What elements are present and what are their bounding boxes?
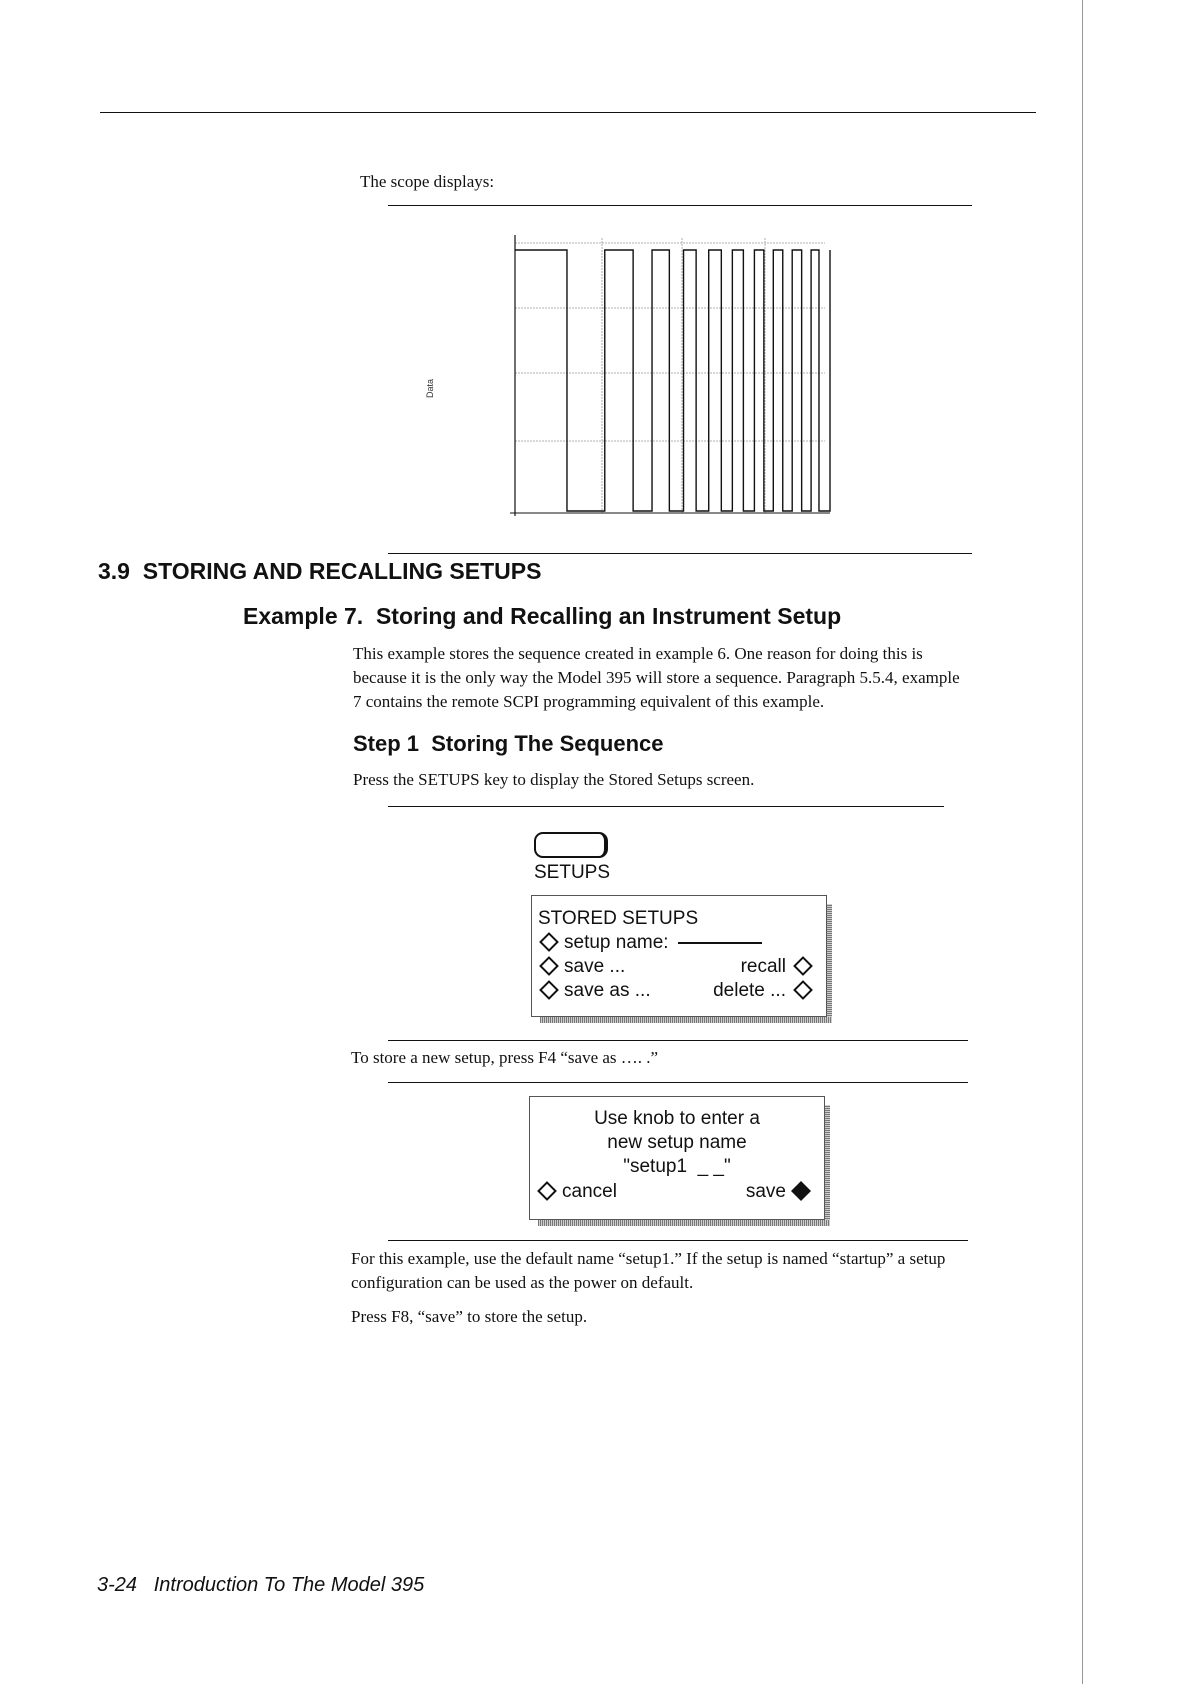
example-para-line: because it is the only way the Model 395 will store a sequence. Paragraph 5.5.4, example bbox=[353, 668, 960, 687]
footer-title: Introduction To The Model 395 bbox=[153, 1574, 425, 1596]
softkey-diamond-filled-icon[interactable] bbox=[791, 1181, 811, 1201]
save-as-row bbox=[538, 980, 818, 1002]
save-softkey-label[interactable]: save ... bbox=[564, 956, 626, 977]
softkey-diamond-icon[interactable] bbox=[539, 932, 559, 952]
section-title: STORING AND RECALLING SETUPS bbox=[142, 558, 542, 584]
step1-instruction: Press the SETUPS key to display the Stored Setups screen. bbox=[353, 770, 755, 789]
closing-paragraph bbox=[351, 1247, 1071, 1295]
screen-shadow bbox=[825, 1105, 830, 1225]
figure-top-rule bbox=[388, 205, 972, 206]
setups-key-icon[interactable] bbox=[534, 832, 608, 858]
screen-shadow bbox=[538, 1220, 830, 1226]
scope-intro-text: The scope displays: bbox=[360, 172, 495, 191]
stored-setups-title: STORED SETUPS bbox=[538, 908, 699, 929]
header-rule bbox=[100, 112, 1036, 113]
cancel-softkey-label[interactable]: cancel bbox=[562, 1181, 617, 1202]
closing-para-line: For this example, use the default name “setup1.” If the setup is named “startup” a setup bbox=[351, 1249, 946, 1268]
section-number: 3.9 bbox=[98, 558, 130, 584]
footer bbox=[97, 1574, 424, 1597]
setup-name-blank bbox=[678, 942, 762, 944]
closing-final: Press F8, “save” to store the setup. bbox=[351, 1307, 588, 1326]
name-screen-line2: new setup name bbox=[607, 1132, 747, 1153]
stored-setups-screen bbox=[531, 895, 827, 1017]
setups-figure-top-rule bbox=[388, 806, 944, 807]
footer-page-number: 3-24 bbox=[97, 1574, 138, 1596]
name-figure-bottom-rule bbox=[388, 1240, 968, 1241]
step1-heading: Step 1 Storing The Sequence bbox=[353, 731, 664, 756]
data-series-line bbox=[515, 250, 830, 511]
closing-para-line: configuration can be used as the power on default. bbox=[351, 1273, 694, 1292]
figure-bottom-rule bbox=[388, 553, 972, 554]
section-heading bbox=[98, 558, 541, 585]
y-axis-label: Data bbox=[425, 378, 435, 398]
softkey-diamond-icon[interactable] bbox=[793, 956, 813, 976]
softkey-diamond-icon[interactable] bbox=[793, 980, 813, 1000]
setup-name-label: setup name: bbox=[564, 932, 669, 953]
softkey-diamond-icon[interactable] bbox=[539, 980, 559, 1000]
example-para-line: 7 contains the remote SCPI programming equivalent of this example. bbox=[353, 692, 825, 711]
cancel-save-row bbox=[536, 1181, 816, 1203]
setup-name-entry-screen bbox=[529, 1096, 825, 1220]
name-screen-line3: "setup1 _ _" bbox=[623, 1156, 731, 1177]
softkey-diamond-icon[interactable] bbox=[539, 956, 559, 976]
example-heading: Example 7. Storing and Recalling an Instrument Setup bbox=[243, 603, 842, 629]
screen-shadow bbox=[827, 904, 832, 1022]
margin-line bbox=[1082, 0, 1083, 1684]
setups-key-label: SETUPS bbox=[534, 862, 611, 883]
recall-softkey-label[interactable]: recall bbox=[740, 956, 786, 977]
screen-shadow bbox=[540, 1017, 832, 1023]
setup-name-row bbox=[538, 932, 762, 954]
example-paragraph bbox=[353, 642, 1053, 714]
name-screen-line1: Use knob to enter a bbox=[594, 1108, 760, 1129]
chart-waveform bbox=[515, 250, 830, 511]
setups-figure-bottom-rule bbox=[388, 1040, 968, 1041]
softkey-diamond-icon[interactable] bbox=[537, 1181, 557, 1201]
example-para-line: This example stores the sequence created in example 6. One reason for doing this is bbox=[353, 644, 923, 663]
save-row bbox=[538, 956, 818, 978]
save-as-softkey-label[interactable]: save as ... bbox=[564, 980, 651, 1001]
scope-chart bbox=[420, 228, 850, 528]
name-figure-top-rule bbox=[388, 1082, 968, 1083]
store-instruction: To store a new setup, press F4 “save as …. .” bbox=[351, 1048, 659, 1067]
save-softkey-label[interactable]: save bbox=[745, 1181, 786, 1202]
delete-softkey-label[interactable]: delete ... bbox=[713, 980, 786, 1001]
